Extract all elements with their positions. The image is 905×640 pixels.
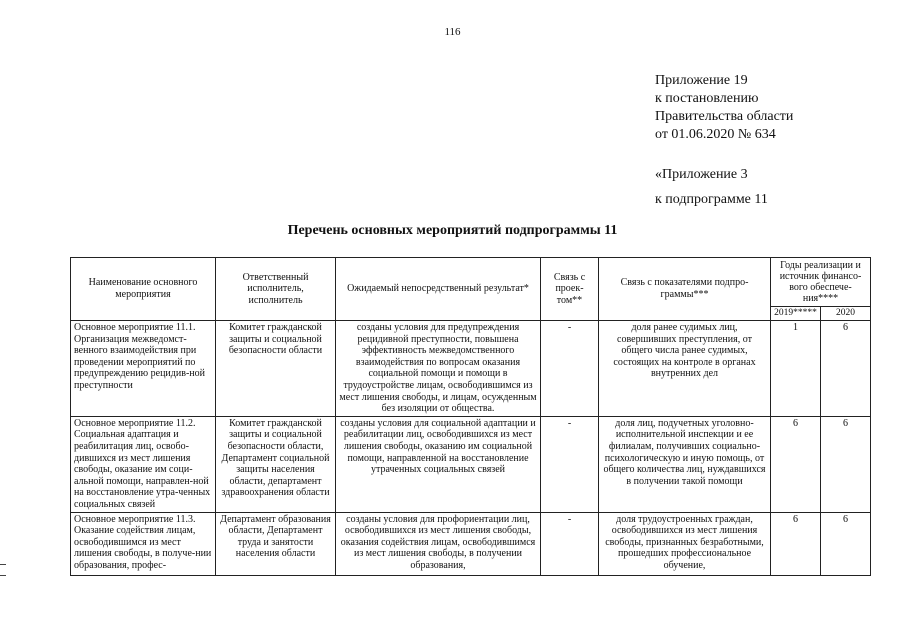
table-row [71,512,871,575]
appendix-line-2: к постановлению [655,91,759,106]
cell-2019: 6 [771,512,821,575]
cell-indicators: доля трудоустроенных граждан, освободившихся из мест лишения свободы, признанных безработными, прошедших профессиональное обучение, [599,512,771,575]
cell-projects: - [541,321,599,417]
table-header-row [71,258,871,307]
cell-projects: - [541,512,599,575]
cell-projects: - [541,416,599,512]
cell-result: созданы условия для профориентации лиц, освободившихся из мест лишения свободы, оказания содействия лицам, освободившимся из мест лишения свободы, в получении образования, [336,512,541,575]
header-year-2020: 2020 [821,307,871,321]
cell-result: созданы условия для социальной адаптации и реабилитации лиц, освободившихся из мест лишения свободы, оказанию им социальной помощи, направленной на восстановление утраченных социальных связей [336,416,541,512]
header-name: Наименование основного мероприятия [71,258,216,321]
page-number: 116 [444,26,461,38]
table-row [71,321,871,417]
appendix-line-3: Правительства области [655,109,794,124]
cell-2020: 6 [821,512,871,575]
document-title: Перечень основных мероприятий подпрограммы 11 [287,223,618,238]
appendix-line-6: к подпрограмме 11 [655,192,768,207]
header-projects: Связь с проек-том** [541,258,599,321]
cell-executor: Комитет гражданской защиты и социальной безопасности области, Департамент социальной защиты населения области, департамент здравоохранения области [216,416,336,512]
cell-executor: Департамент образования области, Департамент труда и занятости населения области [216,512,336,575]
cell-2020: 6 [821,416,871,512]
measures-table [70,257,871,576]
appendix-line-4: от 01.06.2020 № 634 [655,127,776,142]
header-year-2019: 2019***** [771,307,821,321]
appendix-line-5: «Приложение 3 [655,167,748,182]
scan-edge-mark [0,564,6,576]
cell-2019: 1 [771,321,821,417]
cell-name: Основное мероприятие 11.2. Социальная адаптация и реабилитация лиц, освобо-дившихся из мест лишения свободы, оказание им соци-альной помощи, направлен-ной на восстановление утра-ченных социальных связей [71,416,216,512]
cell-executor: Комитет гражданской защиты и социальной безопасности области [216,321,336,417]
header-result: Ожидаемый непосредственный результат* [336,258,541,321]
table-row [71,416,871,512]
cell-name: Основное мероприятие 11.1. Организация межведомст-венного взаимодействия при проведении мероприятий по предупреждению рецидив-ной преступности [71,321,216,417]
header-indicators: Связь с показателями подпро-граммы*** [599,258,771,321]
cell-name: Основное мероприятие 11.3. Оказание содействия лицам, освободившимся из мест лишения свободы, в получе-нии образования, профес- [71,512,216,575]
header-executor: Ответственный исполнитель, исполнитель [216,258,336,321]
header-years: Годы реализации и источник финансо-вого обеспече-ния**** [771,258,871,307]
cell-indicators: доля лиц, подучетных уголовно-исполнительной инспекции и ее филиалам, получивших социально-психологическую и иную помощь, от общего количества лиц, нуждавшихся в получении такой помощи [599,416,771,512]
appendix-block [655,72,793,209]
appendix-line-1: Приложение 19 [655,73,748,88]
cell-2019: 6 [771,416,821,512]
cell-indicators: доля ранее судимых лиц, совершивших преступления, от общего числа ранее судимых, состоящих на контроле в органах внутренних дел [599,321,771,417]
cell-result: созданы условия для предупреждения рецидивной преступности, повышена эффективность межведомственного взаимодействия по вопросам оказания социальной помощи и помощи в трудоустройстве лицам, освободившимся из мест лишения свободы, и лицам, осужденным без изоляции от общества. [336,321,541,417]
cell-2020: 6 [821,321,871,417]
